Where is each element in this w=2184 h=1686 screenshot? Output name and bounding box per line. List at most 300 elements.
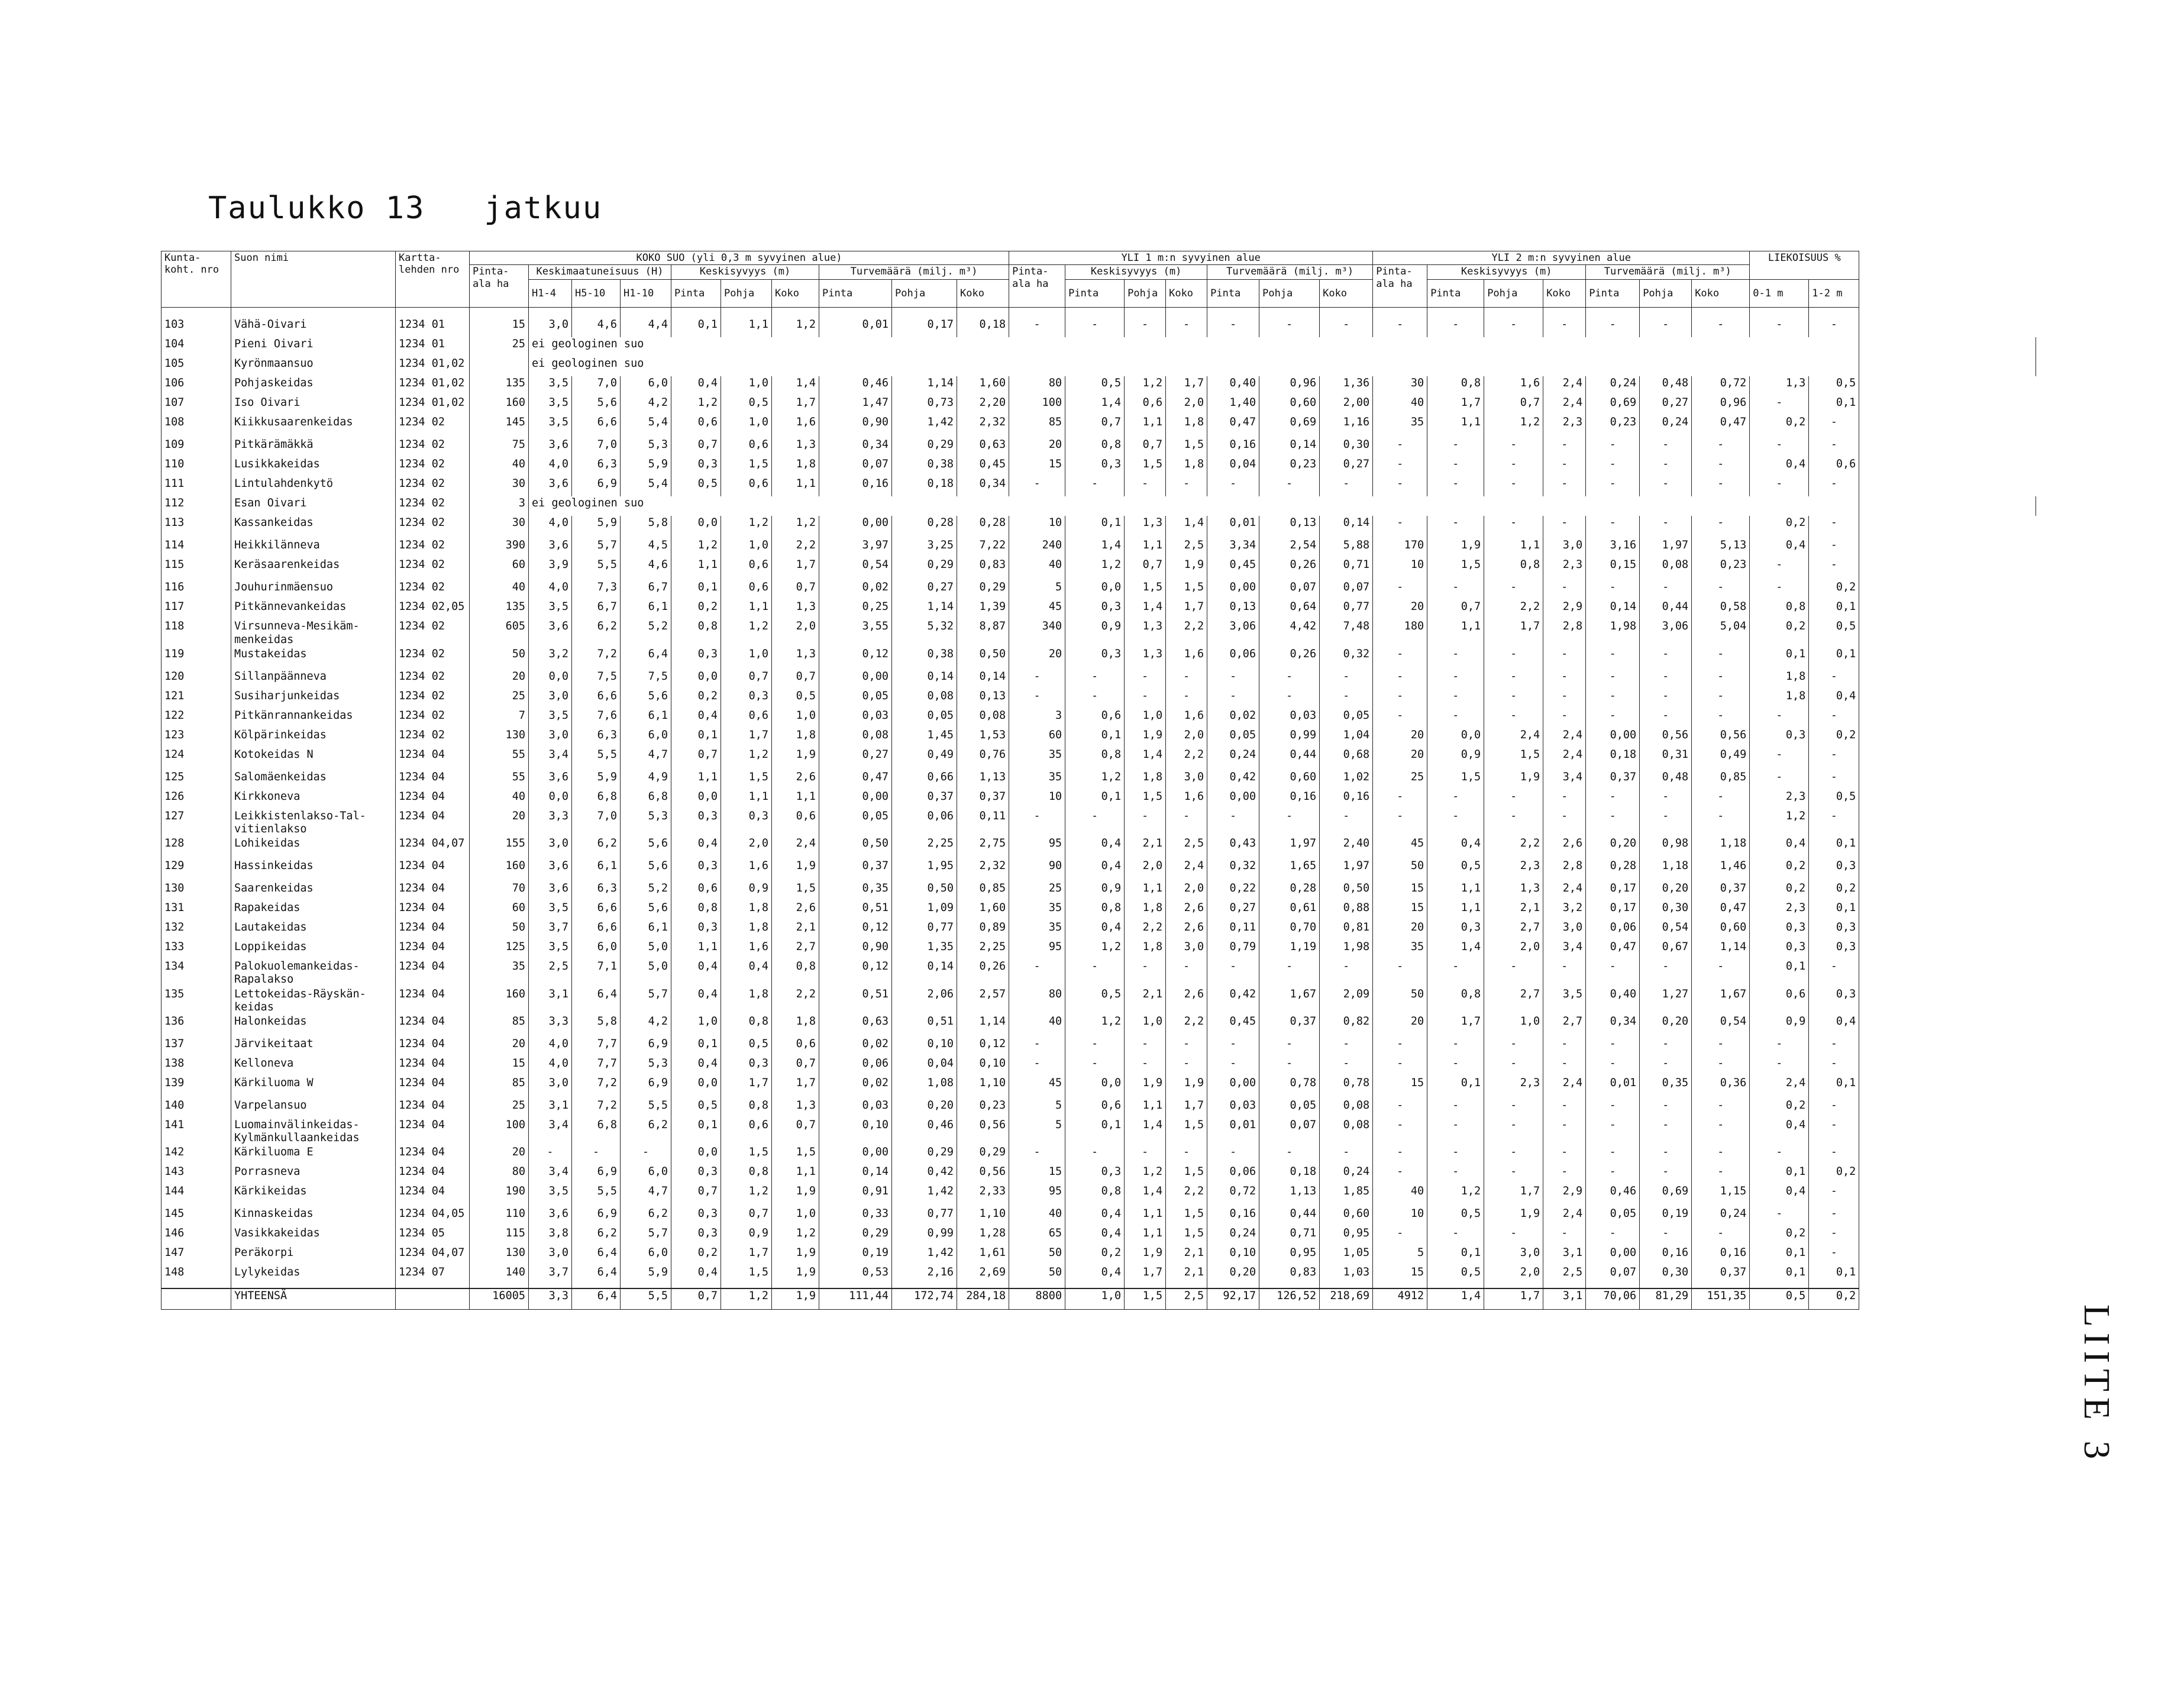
row-number: 103: [161, 308, 231, 338]
table-row: [161, 859, 2036, 881]
value-cell: 0,27: [1207, 901, 1259, 920]
value-cell: 5,7: [572, 538, 621, 558]
value-cell: 1,14: [1692, 940, 1750, 960]
value-cell: 0,63: [957, 438, 1009, 457]
value-cell: 0,13: [957, 689, 1009, 709]
value-cell: 5: [1009, 1118, 1065, 1145]
value-cell: 0,37: [1586, 770, 1640, 790]
value-cell: 0,8: [1065, 1184, 1125, 1207]
value-cell: 0,83: [957, 558, 1009, 580]
value-cell: -: [1259, 670, 1320, 689]
table-body: [161, 308, 2036, 1288]
suon-nimi-cell: Hassinkeidas: [231, 859, 396, 881]
value-cell: 2,2: [772, 987, 819, 1015]
total-cell: 0,2: [1809, 1288, 1859, 1310]
value-cell: 0,4: [671, 376, 721, 396]
value-cell: 0,64: [1259, 600, 1320, 619]
value-cell: 0,1: [1809, 1076, 1859, 1099]
value-cell: -: [1373, 670, 1427, 689]
value-cell: 0,36: [1692, 1076, 1750, 1099]
value-cell: 3,5: [529, 600, 572, 619]
value-cell: 5,3: [621, 1057, 671, 1076]
value-cell: -: [1259, 1145, 1320, 1165]
value-cell: 0,8: [721, 1165, 772, 1184]
value-cell: 5,7: [621, 1226, 671, 1246]
value-cell: -: [1692, 670, 1750, 689]
value-cell: 0,6: [671, 881, 721, 901]
header-liekoisuus-1-2: 1-2 m: [1809, 280, 1859, 308]
value-cell: 0,8: [671, 619, 721, 647]
kartta-cell: 1234 04: [396, 748, 470, 770]
value-cell: 0,24: [1207, 1226, 1259, 1246]
table-row: [161, 920, 2036, 940]
header-pohja: Pohja: [1484, 280, 1543, 308]
value-cell: 3,0: [529, 689, 572, 709]
value-cell: -: [1543, 1165, 1586, 1184]
value-cell: 1,1: [1484, 538, 1543, 558]
value-cell: 60: [470, 558, 529, 580]
value-cell: 1,2: [772, 308, 819, 338]
value-cell: 1,40: [1207, 396, 1259, 415]
value-cell: 0,3: [1065, 600, 1125, 619]
value-cell: 1,0: [721, 647, 772, 670]
value-cell: 0,2: [1750, 881, 1809, 901]
value-cell: 1,8: [772, 457, 819, 477]
value-cell: -: [1427, 438, 1484, 457]
value-cell: 100: [1009, 396, 1065, 415]
value-cell: 2,75: [957, 836, 1009, 859]
value-cell: 0,02: [819, 1076, 892, 1099]
value-cell: 6,4: [572, 1265, 621, 1288]
value-cell: 1,98: [1320, 940, 1373, 960]
suon-nimi-cell: Kärkikeidas: [231, 1184, 396, 1207]
value-cell: 2,3: [1543, 558, 1586, 580]
value-cell: -: [1427, 516, 1484, 538]
value-cell: 0,46: [819, 376, 892, 396]
value-cell: 5,6: [572, 396, 621, 415]
value-cell: 10: [1009, 516, 1065, 538]
value-cell: 2,7: [1484, 987, 1543, 1015]
appendix-label: LIITE 3: [2076, 1304, 2117, 1465]
value-cell: 6,3: [572, 457, 621, 477]
value-cell: 1,0: [721, 538, 772, 558]
value-cell: 125: [470, 940, 529, 960]
table-row: [161, 1099, 2036, 1118]
table-row: [161, 987, 2036, 1015]
value-cell: -: [1640, 647, 1692, 670]
value-cell: 50: [470, 647, 529, 670]
value-cell: 1,5: [1166, 1226, 1207, 1246]
kartta-cell: 1234 04: [396, 1037, 470, 1057]
value-cell: 4,0: [529, 1057, 572, 1076]
value-cell: 0,01: [1207, 516, 1259, 538]
value-cell: 0,30: [1320, 438, 1373, 457]
value-cell: 5: [1009, 1099, 1065, 1118]
value-cell: 0,9: [721, 1226, 772, 1246]
value-cell: 1,2: [1065, 558, 1125, 580]
value-cell: 1,16: [1320, 415, 1373, 438]
value-cell: 0,33: [819, 1207, 892, 1226]
value-cell: -: [1750, 558, 1809, 580]
value-cell: 0,10: [892, 1037, 957, 1057]
value-cell: 3,1: [1543, 1246, 1586, 1265]
value-cell: 80: [1009, 987, 1065, 1015]
value-cell: 0,2: [1809, 1165, 1859, 1184]
value-cell: 90: [1009, 859, 1065, 881]
value-cell: 1,85: [1320, 1184, 1373, 1207]
suon-nimi-cell: Kärkiluoma E: [231, 1145, 396, 1165]
value-cell: -: [1543, 1057, 1586, 1076]
value-cell: 0,54: [819, 558, 892, 580]
row-number: 129: [161, 859, 231, 881]
value-cell: 0,1: [1809, 396, 1859, 415]
value-cell: -: [1640, 516, 1692, 538]
value-cell: -: [1065, 689, 1125, 709]
value-cell: 10: [1009, 790, 1065, 809]
row-number: 143: [161, 1165, 231, 1184]
value-cell: -: [1373, 1099, 1427, 1118]
header-suon-nimi: Suon nimi: [231, 251, 396, 308]
value-cell: 0,7: [772, 580, 819, 600]
value-cell: 5,5: [572, 748, 621, 770]
value-cell: 0,1: [671, 728, 721, 748]
value-cell: 1,7: [1166, 1099, 1207, 1118]
row-number: 122: [161, 709, 231, 728]
table-row: [161, 1057, 2036, 1076]
value-cell: 0,4: [1065, 1226, 1125, 1246]
value-cell: -: [1484, 1145, 1543, 1165]
value-cell: 0,6: [1750, 987, 1809, 1015]
value-cell: 0,27: [1320, 457, 1373, 477]
value-cell: 0,67: [1640, 940, 1692, 960]
value-cell: -: [1320, 1145, 1373, 1165]
total-cell: 3,1: [1543, 1288, 1586, 1310]
suon-nimi-cell: Halonkeidas: [231, 1015, 396, 1037]
value-cell: -: [1640, 308, 1692, 338]
value-cell: -: [1586, 1037, 1640, 1057]
value-cell: 0,0: [671, 790, 721, 809]
row-number: 117: [161, 600, 231, 619]
value-cell: 0,4: [671, 709, 721, 728]
value-cell: 5: [1009, 580, 1065, 600]
value-cell: 0,69: [1586, 396, 1640, 415]
value-cell: 170: [1373, 538, 1427, 558]
value-cell: -: [1207, 1145, 1259, 1165]
value-cell: 4,7: [621, 1184, 671, 1207]
value-cell: 0,78: [1320, 1076, 1373, 1099]
suon-nimi-cell: Keräsaarenkeidas: [231, 558, 396, 580]
value-cell: 1,4: [1065, 538, 1125, 558]
value-cell: 1,7: [1125, 1265, 1166, 1288]
value-cell: 0,23: [957, 1099, 1009, 1118]
value-cell: 2,4: [1484, 728, 1543, 748]
value-cell: 1,5: [772, 1145, 819, 1165]
value-cell: 20: [1373, 748, 1427, 770]
value-cell: -: [1640, 1145, 1692, 1165]
value-cell: -: [1373, 438, 1427, 457]
value-cell: 5,0: [621, 960, 671, 987]
value-cell: 3,5: [529, 940, 572, 960]
value-cell: -: [1484, 1037, 1543, 1057]
header-koko: Koko: [1166, 280, 1207, 308]
value-cell: -: [1692, 516, 1750, 538]
value-cell: -: [1320, 689, 1373, 709]
table-row: [161, 1184, 2036, 1207]
header-yli2: YLI 2 m:n syvyinen alue: [1373, 251, 1750, 265]
value-cell: 0,9: [721, 881, 772, 901]
value-cell: 0,16: [1259, 790, 1320, 809]
value-cell: 1,4: [1125, 600, 1166, 619]
value-cell: 0,7: [671, 748, 721, 770]
value-cell: 0,28: [1586, 859, 1640, 881]
value-cell: 605: [470, 619, 529, 647]
value-cell: 1,39: [957, 600, 1009, 619]
value-cell: 0,06: [1207, 1165, 1259, 1184]
kartta-cell: 1234 04: [396, 881, 470, 901]
value-cell: 2,25: [957, 940, 1009, 960]
value-cell: -: [1259, 689, 1320, 709]
value-cell: -: [1640, 1226, 1692, 1246]
header-pohja: Pohja: [1259, 280, 1320, 308]
kartta-cell: 1234 04: [396, 920, 470, 940]
value-cell: 0,05: [892, 709, 957, 728]
value-cell: 0,60: [1692, 920, 1750, 940]
value-cell: 1,4: [772, 376, 819, 396]
value-cell: -: [1009, 477, 1065, 496]
table-row: [161, 496, 2036, 516]
value-cell: -: [1809, 538, 1859, 558]
value-cell: -: [1809, 516, 1859, 538]
table-row: [161, 1246, 2036, 1265]
kartta-cell: 1234 02: [396, 619, 470, 647]
value-cell: 0,30: [1640, 901, 1692, 920]
value-cell: 0,12: [819, 960, 892, 987]
suon-nimi-cell: Lettokeidas-Räyskän-keidas: [231, 987, 396, 1015]
value-cell: 2,09: [1320, 987, 1373, 1015]
value-cell: -: [1320, 670, 1373, 689]
value-cell: -: [1427, 1118, 1484, 1145]
value-cell: 0,1: [1065, 728, 1125, 748]
value-cell: 0,28: [892, 516, 957, 538]
value-cell: 3,4: [529, 1118, 572, 1145]
value-cell: 1,8: [772, 728, 819, 748]
value-cell: 1,19: [1259, 940, 1320, 960]
value-cell: 0,0: [671, 1076, 721, 1099]
header-pinta: Pinta: [1427, 280, 1484, 308]
value-cell: 0,61: [1259, 901, 1320, 920]
value-cell: 2,1: [772, 920, 819, 940]
value-cell: 180: [1373, 619, 1427, 647]
value-cell: 1,13: [1259, 1184, 1320, 1207]
value-cell: 1,03: [1320, 1265, 1373, 1288]
value-cell: 6,1: [621, 600, 671, 619]
value-cell: 0,1: [1750, 1246, 1809, 1265]
value-cell: 1,61: [957, 1246, 1009, 1265]
value-cell: 0,18: [1259, 1165, 1320, 1184]
value-cell: 1,1: [1427, 901, 1484, 920]
value-cell: 2,0: [721, 836, 772, 859]
value-cell: 3,6: [529, 770, 572, 790]
value-cell: -: [1207, 670, 1259, 689]
value-cell: -: [1373, 308, 1427, 338]
suon-nimi-cell: Salomäenkeidas: [231, 770, 396, 790]
value-cell: -: [1373, 516, 1427, 538]
suon-nimi-cell: Peräkorpi: [231, 1246, 396, 1265]
value-cell: 1,6: [772, 415, 819, 438]
value-cell: 0,83: [1259, 1265, 1320, 1288]
value-cell: -: [1125, 1057, 1166, 1076]
value-cell: -: [1750, 396, 1809, 415]
value-cell: -: [1207, 1057, 1259, 1076]
value-cell: 1,5: [1427, 770, 1484, 790]
value-cell: 0,10: [1207, 1246, 1259, 1265]
value-cell: 1,2: [1065, 1015, 1125, 1037]
value-cell: -: [1750, 580, 1809, 600]
value-cell: 0,3: [1750, 920, 1809, 940]
value-cell: 75: [470, 438, 529, 457]
value-cell: -: [1640, 1165, 1692, 1184]
value-cell: 50: [470, 920, 529, 940]
value-cell: -: [1750, 770, 1809, 790]
table-row: [161, 1145, 2036, 1165]
kartta-cell: 1234 04: [396, 809, 470, 836]
value-cell: 1,1: [721, 600, 772, 619]
value-cell: 0,45: [957, 457, 1009, 477]
value-cell: 0,3: [1809, 987, 1859, 1015]
value-cell: -: [1586, 1118, 1640, 1145]
kartta-cell: 1234 02: [396, 457, 470, 477]
value-cell: -: [1484, 477, 1543, 496]
value-cell: 0,20: [1640, 1015, 1692, 1037]
value-cell: 0,7: [671, 438, 721, 457]
value-cell: -: [1427, 308, 1484, 338]
value-cell: 4,6: [572, 308, 621, 338]
value-cell: 3,06: [1640, 619, 1692, 647]
value-cell: -: [1373, 1037, 1427, 1057]
value-cell: 2,0: [1484, 940, 1543, 960]
value-cell: 1,5: [1166, 1165, 1207, 1184]
suon-nimi-cell: Pohjaskeidas: [231, 376, 396, 396]
value-cell: 1,6: [721, 940, 772, 960]
value-cell: 0,5: [1427, 1207, 1484, 1226]
value-cell: 1,4: [1125, 748, 1166, 770]
value-cell: -: [1373, 1145, 1427, 1165]
value-cell: 0,29: [957, 580, 1009, 600]
value-cell: 3,4: [529, 748, 572, 770]
value-cell: 0,8: [1065, 438, 1125, 457]
kartta-cell: 1234 04: [396, 1145, 470, 1165]
value-cell: -: [1009, 689, 1065, 709]
kartta-cell: 1234 02: [396, 728, 470, 748]
value-cell: -: [1809, 558, 1859, 580]
value-cell: 2,0: [1166, 881, 1207, 901]
row-number: 108: [161, 415, 231, 438]
value-cell: 1,8: [721, 987, 772, 1015]
value-cell: 0,2: [1065, 1246, 1125, 1265]
value-cell: 0,24: [1207, 748, 1259, 770]
value-cell: 0,6: [721, 438, 772, 457]
value-cell: 0,89: [957, 920, 1009, 940]
value-cell: 1,3: [1125, 516, 1166, 538]
value-cell: -: [1692, 960, 1750, 987]
value-cell: 0,50: [819, 836, 892, 859]
value-cell: 0,32: [1320, 647, 1373, 670]
value-cell: 1,5: [721, 1145, 772, 1165]
value-cell: -: [1207, 477, 1259, 496]
value-cell: -: [1259, 960, 1320, 987]
value-cell: 3,1: [529, 1099, 572, 1118]
value-cell: 0,08: [892, 689, 957, 709]
row-number: 135: [161, 987, 231, 1015]
value-cell: -: [1259, 308, 1320, 338]
suon-nimi-cell: Kirkkoneva: [231, 790, 396, 809]
value-cell: 50: [1373, 987, 1427, 1015]
table-row: [161, 538, 2036, 558]
value-cell: 0,17: [892, 308, 957, 338]
kartta-cell: 1234 04: [396, 1099, 470, 1118]
value-cell: 50: [1009, 1246, 1065, 1265]
value-cell: 0,1: [1809, 836, 1859, 859]
value-cell: -: [1259, 809, 1320, 836]
value-cell: 0,1: [671, 1118, 721, 1145]
value-cell: 0,77: [892, 1207, 957, 1226]
value-cell: -: [1543, 689, 1586, 709]
value-cell: 0,27: [1640, 396, 1692, 415]
value-cell: 4,0: [529, 580, 572, 600]
value-cell: 0,1: [1809, 647, 1859, 670]
table-row: [161, 600, 2036, 619]
suon-nimi-cell: Lohikeidas: [231, 836, 396, 859]
value-cell: 0,56: [1692, 728, 1750, 748]
value-cell: 3,6: [529, 859, 572, 881]
value-cell: 0,12: [819, 920, 892, 940]
header-pinta-ala-yli1: Pinta-ala ha: [1009, 265, 1065, 308]
row-number: 109: [161, 438, 231, 457]
value-cell: 6,6: [572, 415, 621, 438]
value-cell: 0,9: [1427, 748, 1484, 770]
value-cell: 3,0: [1484, 1246, 1543, 1265]
value-cell: 0,1: [1809, 1265, 1859, 1288]
value-cell: 3,2: [529, 647, 572, 670]
table-row: [161, 1165, 2036, 1184]
value-cell: 0,14: [892, 960, 957, 987]
value-cell: 0,05: [1207, 728, 1259, 748]
value-cell: -: [1640, 477, 1692, 496]
value-cell: 2,6: [1166, 987, 1207, 1015]
value-cell: 6,0: [572, 940, 621, 960]
value-cell: 0,30: [1640, 1265, 1692, 1288]
value-cell: 0,6: [772, 1037, 819, 1057]
value-cell: 130: [470, 1246, 529, 1265]
value-cell: -: [1640, 809, 1692, 836]
value-cell: 135: [470, 376, 529, 396]
row-number: 105: [161, 357, 231, 376]
value-cell: 7,48: [1320, 619, 1373, 647]
value-cell: 0,85: [957, 881, 1009, 901]
value-cell: 0,9: [1065, 619, 1125, 647]
value-cell: 0,6: [1065, 1099, 1125, 1118]
value-cell: 65: [1009, 1226, 1065, 1246]
value-cell: 0,14: [892, 670, 957, 689]
value-cell: 0,05: [1259, 1099, 1320, 1118]
value-cell: 0,23: [1259, 457, 1320, 477]
value-cell: 85: [1009, 415, 1065, 438]
value-cell: 1,7: [772, 558, 819, 580]
header-kunta: Kunta-koht. nro: [161, 251, 231, 308]
row-number: 132: [161, 920, 231, 940]
suon-nimi-cell: Järvikeitaat: [231, 1037, 396, 1057]
value-cell: 1,9: [1484, 770, 1543, 790]
